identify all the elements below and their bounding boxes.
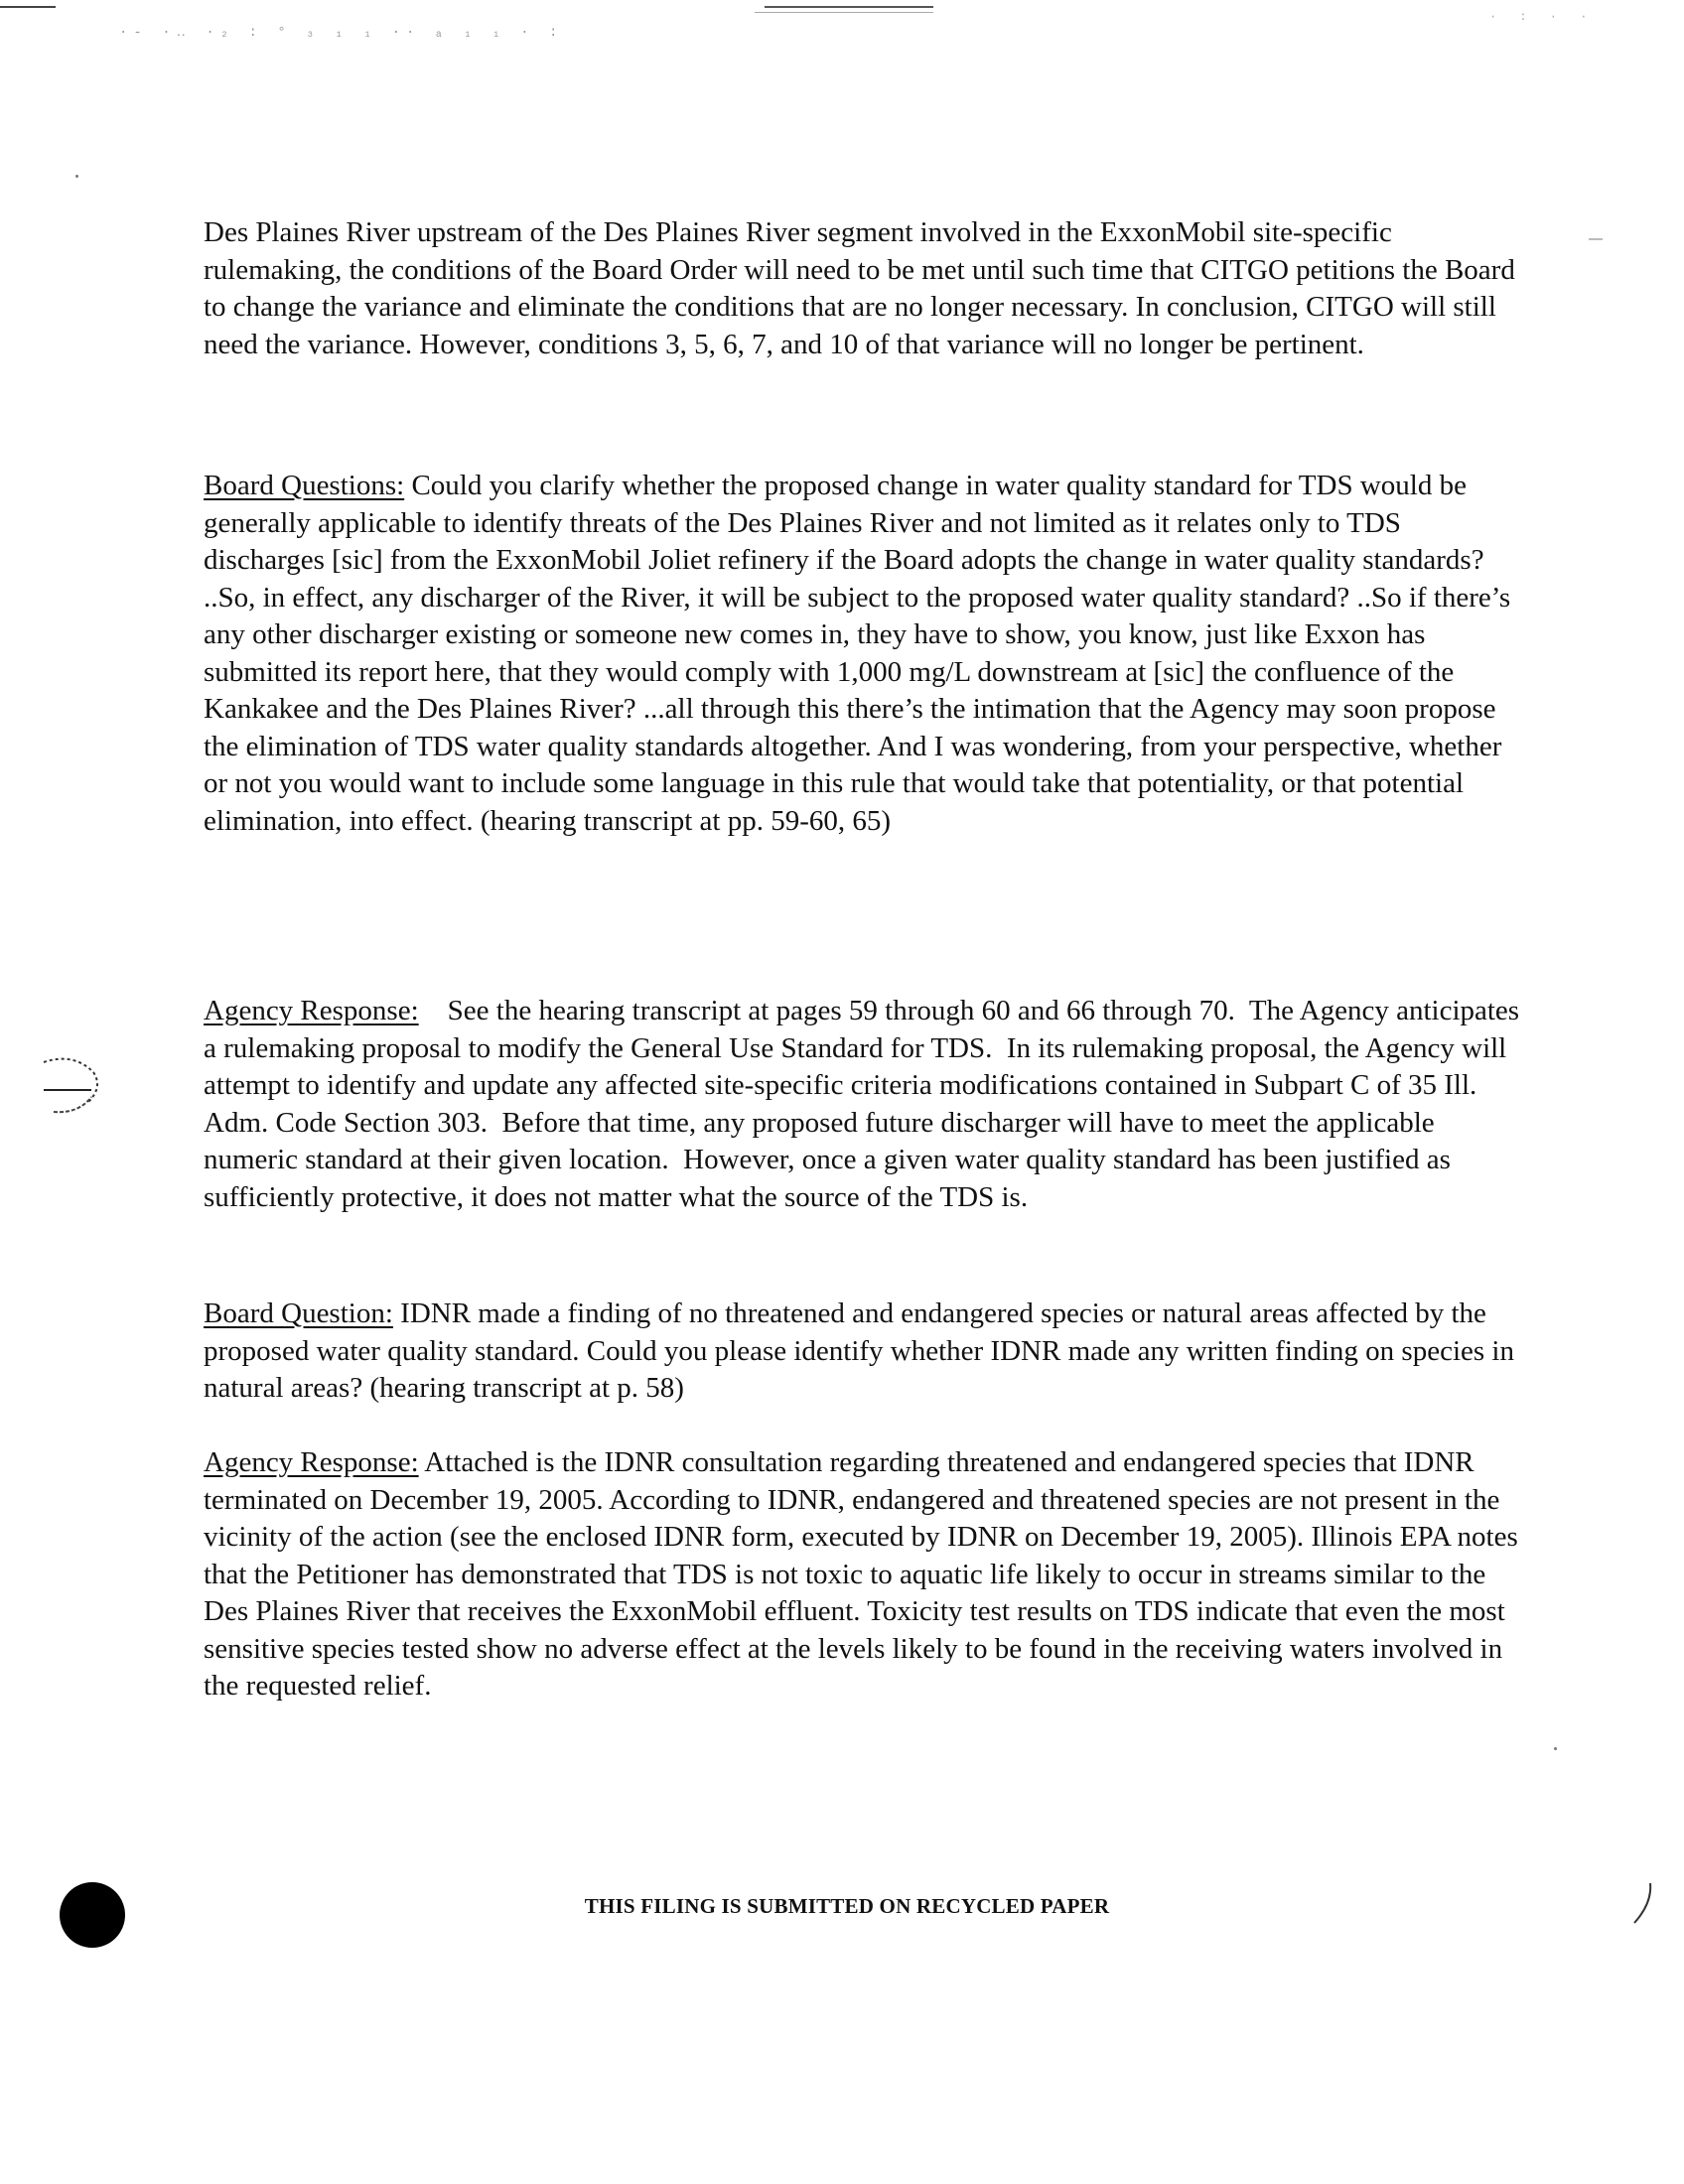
- paragraph-text: Attached is the IDNR consultation regarding threatened and endangered species that IDNR terminated on December 19, 2005. According to IDNR, endangered and threatened species are not present in the vicinity of the action (see the enclosed IDNR form, executed by IDNR on December 19, 2005). Illinois EPA notes that the Petitioner has demonstrated that TDS is not toxic to aquatic life likely to occur in streams similar to the Des Plaines River that receives the ExxonMobil effluent. Toxicity test results on TDS indicate that even the most sensitive species tested show no adverse effect at the levels likely to be found in the receiving waters involved in the requested relief.: [204, 1446, 1518, 1702]
- paragraph-content: [204, 993, 1527, 1216]
- scan-artifact-line: [755, 12, 933, 13]
- paragraph-text: Des Plaines River upstream of the Des Plaines River segment involved in the ExxonMobil site-specific rulemaking, the conditions of the Board Order will need to be met until such time that CITGO petitions the Board to change the variance and eliminate the conditions that are no longer necessary. In conclusion, CITGO will still need the variance. However, conditions 3, 5, 6, 7, and 10 of that variance will no longer be pertinent.: [204, 216, 1515, 360]
- scan-speck: [75, 175, 78, 178]
- board-question-label: Board Question:: [204, 1297, 393, 1329]
- paragraph-text: IDNR made a finding of no threatened and endangered species or natural areas affected by the proposed water quality standard. Could you please identify whether IDNR made any written finding on species in natural areas? (hearing transcript at p. 58): [204, 1297, 1514, 1404]
- recycled-paper-footer: THIS FILING IS SUBMITTED ON RECYCLED PAPER: [584, 1894, 1110, 1918]
- scan-speck: [1589, 238, 1603, 240]
- scan-artifact-line: [765, 6, 933, 8]
- board-questions-label: Board Questions:: [204, 470, 405, 501]
- paragraph-content: [204, 468, 1524, 840]
- paragraph-content: [204, 1296, 1524, 1408]
- paragraph-intro: [204, 214, 1524, 363]
- scan-speck: [1554, 1747, 1557, 1750]
- paragraph-board-questions: [204, 468, 1524, 840]
- punch-hole-icon: [34, 1042, 113, 1132]
- fax-header: ·- ·‥ ·₂ : ° ₃ ₁ ₁ ·· ₐ ₁ ₁ · :: [119, 25, 564, 41]
- agency-response-label: Agency Response:: [204, 1446, 419, 1478]
- paragraph-board-question: [204, 1296, 1524, 1408]
- fax-header-right: · : · ·: [1489, 10, 1596, 24]
- paragraph-agency-response-1: [204, 993, 1527, 1216]
- paragraph-text: See the hearing transcript at pages 59 through 60 and 66 through 70. The Agency anticipates a rulemaking proposal to modify the General Use Standard for TDS. In its rulemaking proposal, the Agency will attempt to identify and update any affected site-specific criteria modifications contained in Subpart C of 35 Ill. Adm. Code Section 303. Before that time, any proposed future discharger will have to meet the applicable numeric standard at their given location. However, once a given water quality standard has been justified as sufficiently protective, it does not matter what the source of the TDS is.: [204, 995, 1527, 1213]
- paragraph-agency-response-2: [204, 1444, 1524, 1706]
- agency-response-label: Agency Response:: [204, 995, 419, 1026]
- scan-artifact-line: [0, 6, 56, 8]
- paragraph-text: Could you clarify whether the proposed change in water quality standard for TDS would be generally applicable to identify threats of the Des Plaines River and not limited as it relates only to TDS discharges [sic] from the ExxonMobil Joliet refinery if the Board adopts the change in water quality standards? ..So, in effect, any discharger of the River, it will be subject to the proposed water quality standard? ..So if there’s any other discharger existing or someone new comes in, they have to show, you know, just like Exxon has submitted its report here, that they would comply with 1,000 mg/L downstream at [sic] the confluence of the Kankakee and the Des Plaines River? ...all through this there’s the intimation that the Agency may soon propose the elimination of TDS water quality standards altogether. And I was wondering, from your perspective, whether or not you would want to include some language in this rule that would take that potentiality, or that potential elimination, into effect. (hearing transcript at pp. 59-60, 65): [204, 470, 1511, 837]
- paragraph-content: [204, 1444, 1524, 1706]
